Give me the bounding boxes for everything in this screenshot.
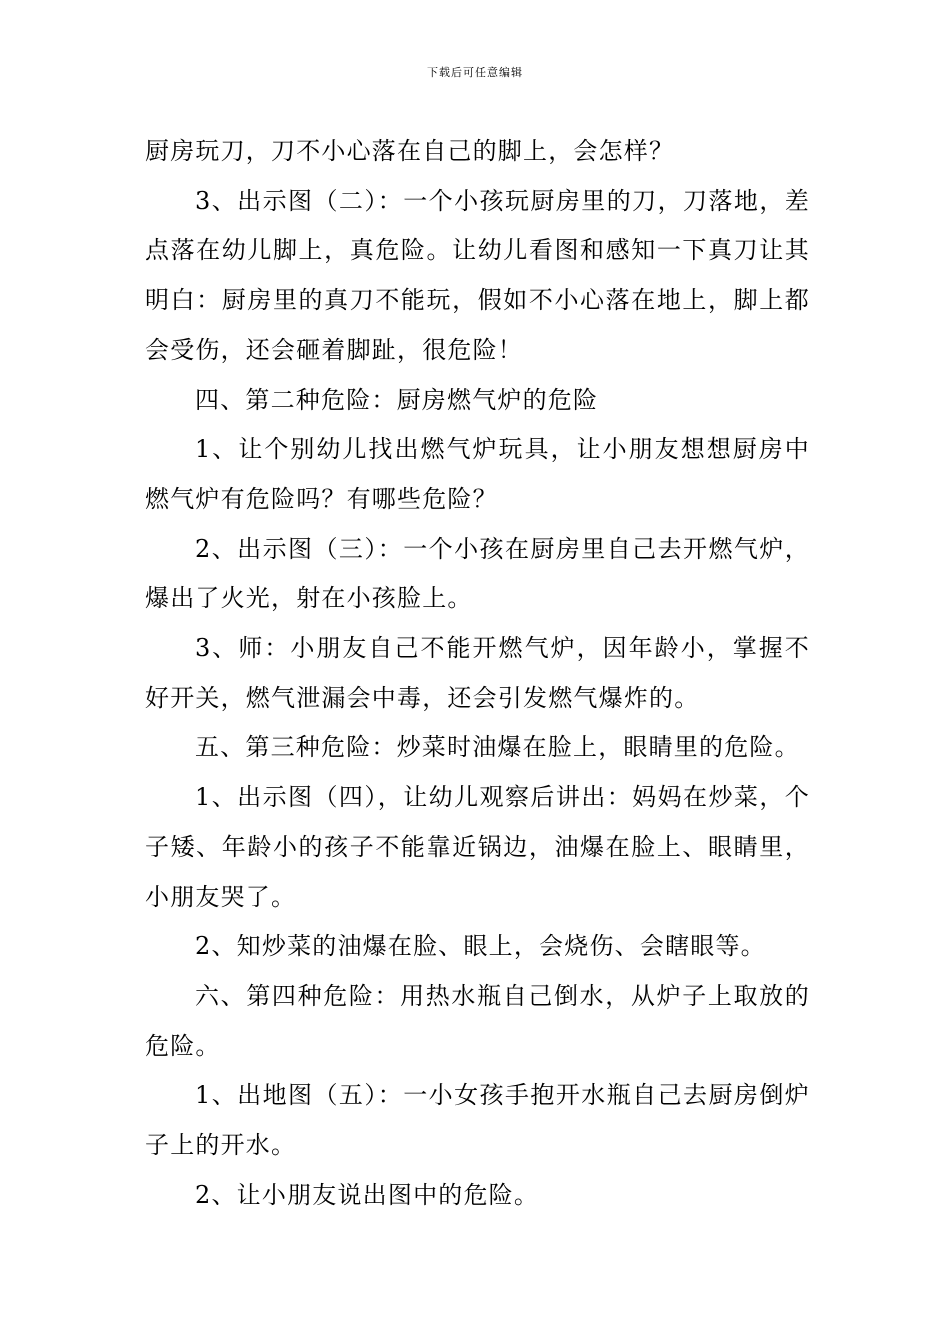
paragraph: 1、出示图（四），让幼儿观察后讲出：妈妈在炒菜，个子矮、年龄小的孩子不能靠近锅边，油爆在脸上、眼睛里，小朋友哭了。 [145, 783, 810, 911]
page-header-note: 下载后可任意编辑 [427, 66, 523, 79]
paragraph: 厨房玩刀，刀不小心落在自己的脚上，会怎样？ [145, 137, 675, 165]
paragraph: 1、出地图（五）：一小女孩手抱开水瓶自己去厨房倒炉子上的开水。 [145, 1081, 810, 1160]
paragraph: 六、第四种危险：用热水瓶自己倒水，从炉子上取放的危险。 [145, 981, 810, 1060]
document-body [145, 127, 810, 1220]
paragraph: 2、知炒菜的油爆在脸、眼上，会烧伤、会瞎眼等。 [195, 932, 766, 961]
paragraph: 3、出示图（二）：一个小孩玩厨房里的刀，刀落地，差点落在幼儿脚上，真危险。让幼儿看图和感知一下真刀让其明白：厨房里的真刀不能玩，假如不小心落在地上，脚上都会受伤，还会砸着脚趾，很危险！ [145, 186, 810, 364]
paragraph: 1、让个别幼儿找出燃气炉玩具，让小朋友想想厨房中燃气炉有危险吗？有哪些危险？ [145, 435, 810, 513]
paragraph: 3、师：小朋友自己不能开燃气炉，因年龄小，掌握不好开关，燃气泄漏会中毒，还会引发燃气爆炸的。 [145, 634, 810, 712]
paragraph: 五、第三种危险：炒菜时油爆在脸上，眼睛里的危险。 [195, 733, 800, 762]
paragraph: 2、让小朋友说出图中的危险。 [195, 1180, 540, 1209]
paragraph: 2、出示图（三）：一个小孩在厨房里自己去开燃气炉，爆出了火光，射在小孩脸上。 [145, 534, 810, 613]
paragraph: 四、第二种危险：厨房燃气炉的危险 [195, 385, 599, 414]
